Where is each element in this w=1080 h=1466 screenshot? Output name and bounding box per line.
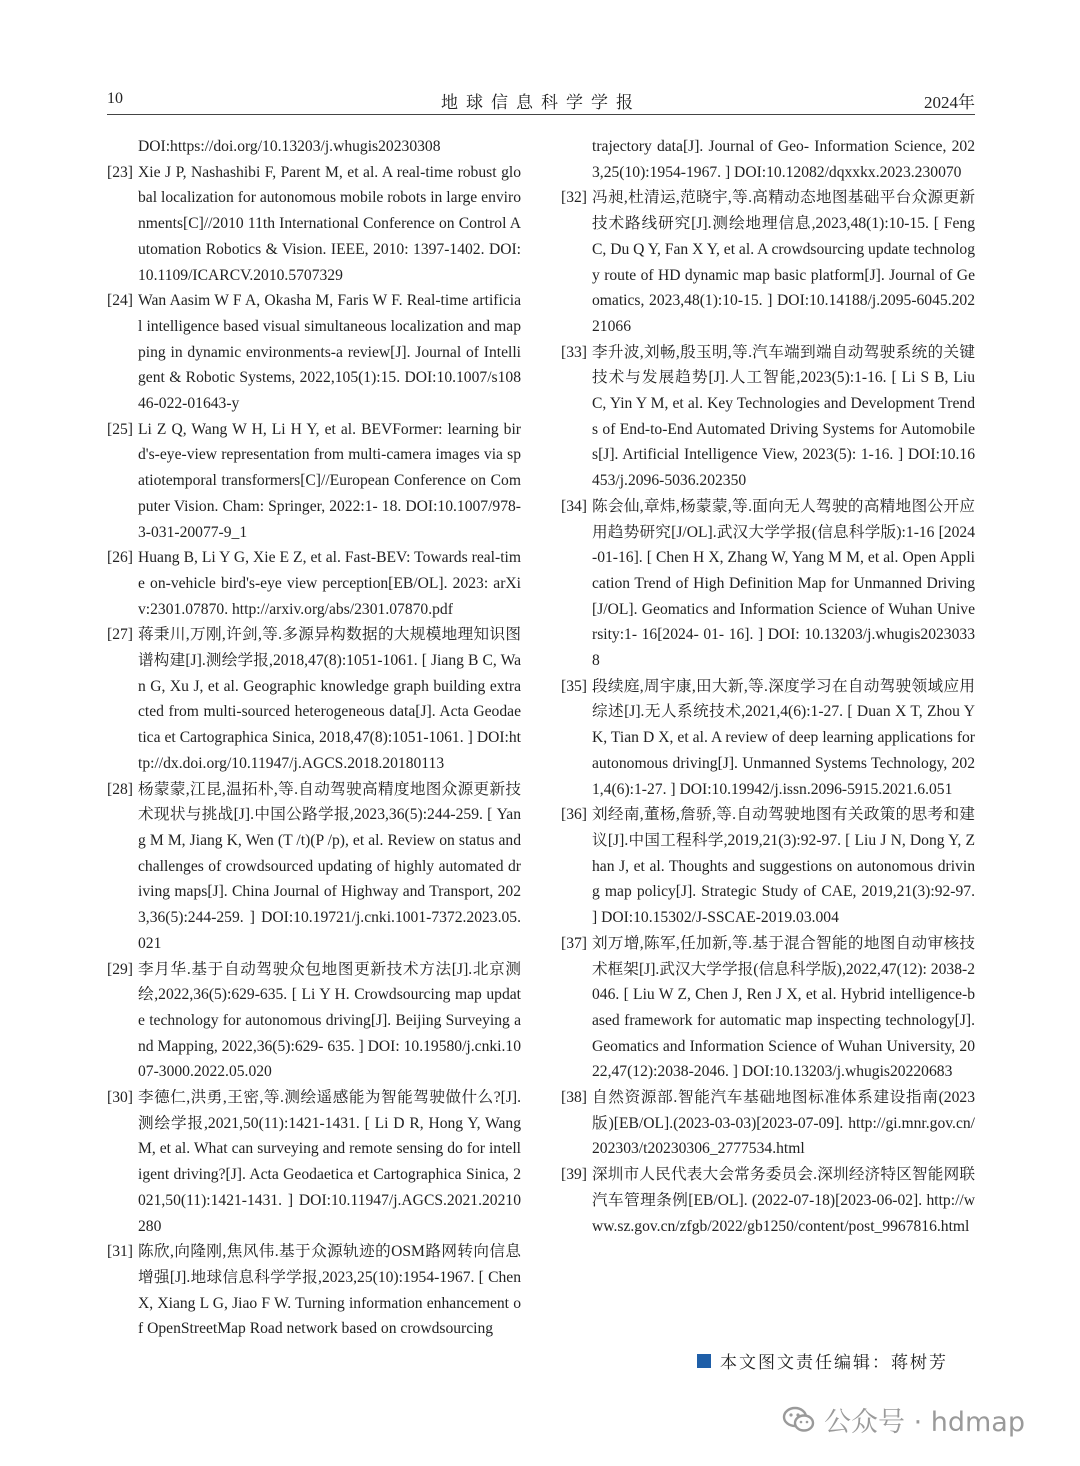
reference-item [107,622,521,776]
reference-item [107,957,521,1086]
wechat-icon [782,1406,816,1434]
reference-item [107,417,521,546]
reference-item [561,185,975,339]
reference-number: [24] [107,292,133,310]
reference-item [107,288,521,417]
reference-text: Li Z Q, Wang W H, Li H Y, et al. BEVFormer: learning bird's-eye-view representation from multi-camera images via spatiotemporal transformers[C]//European Conference on Computer Vision. Cham: Springer, 2022:1- 18. DOI:10.1007/978-3-031-20077-9_1 [138,420,521,541]
reference-number: [32] [561,189,587,207]
reference-item [561,1162,975,1239]
reference-number: [38] [561,1089,587,1107]
reference-text: 自然资源部.智能汽车基础地图标准体系建设指南(2023版)[EB/OL].(2023-03-03)[2023-07-09]. http://gi.mnr.gov.cn/202303/t20230306_2777534.html [592,1089,975,1158]
reference-text: Xie J P, Nashashibi F, Parent M, et al. A real-time robust global localization for autonomous mobile robots in large environments[C]//2010 11th International Conference on Control Automation Robotics & Vision. IEEE, 2010: 1397-1402. DOI:10.1109/ICARCV.2010.5707329 [138,163,521,284]
reference-number: [29] [107,960,133,978]
watermark [782,1400,1025,1439]
reference-number: [35] [561,677,587,695]
reference-number: [23] [107,163,133,181]
reference-continuation [107,134,521,160]
right-column [561,134,975,1239]
reference-item [561,340,975,494]
reference-number: [30] [107,1089,133,1107]
reference-text: 陈会仙,章炜,杨蒙蒙,等.面向无人驾驶的高精地图公开应用趋势研究[J/OL].武汉大学学报(信息科学版):1-16 [2024-01-16]. [ Chen H X, Zhang W, Yang M M, et al. Open Application Trend of High Definition Map for Unmanned Driving[J/OL]. Geomatics and Information Science of Wuhan University:1- 16[2024- 01- 16]. ] DOI: 10.13203/j.whugis20230338 [592,497,975,670]
reference-item [561,931,975,1085]
reference-text: 刘经南,董杨,詹骄,等.自动驾驶地图有关政策的思考和建议[J].中国工程科学,2019,21(3):92-97. [ Liu J N, Dong Y, Zhan J, et al. Thoughts and suggestions on autonomous driving map policy[J]. Strategic Study of CAE, 2019,21(3):92-97. ] DOI:10.15302/J-SSCAE-2019.03.004 [592,806,975,927]
reference-continuation [561,134,975,185]
reference-number: [26] [107,549,133,567]
reference-number: [37] [561,934,587,952]
left-column [107,134,521,1342]
reference-number: [39] [561,1166,587,1184]
reference-number: [28] [107,780,133,798]
page-number: 10 [107,90,123,107]
reference-text: 陈欣,向隆刚,焦风伟.基于众源轨迹的OSM路网转向信息增强[J].地球信息科学学报,2023,25(10):1954-1967. [ Chen X, Xiang L G, Jiao F W. Turning information enhancement of OpenStreetMap Road network based on crowdsourcing [138,1243,521,1338]
year: 2024年 [924,93,975,112]
reference-text: 李月华.基于自动驾驶众包地图更新技术方法[J].北京测绘,2022,36(5):629-635. [ Li Y H. Crowdsourcing map update technology for autonomous driving[J]. Beijing Surveying and Mapping, 2022,36(5):629- 635. ] DOI: 10.19580/j.cnki.1007-3000.2022.05.020 [138,960,521,1081]
reference-item [561,674,975,803]
reference-text: 段续庭,周宇康,田大新,等.深度学习在自动驾驶领域应用综述[J].无人系统技术,2021,4(6):1-27. [ Duan X T, Zhou Y K, Tian D X, et al. A review of deep learning applications for autonomous driving[J]. Unmanned Systems Technology, 2021,4(6):1-27. ] DOI:10.19942/j.issn.2096-5915.2021.6.051 [592,677,975,798]
reference-text: 冯昶,杜清运,范晓宇,等.高精动态地图基础平台众源更新技术路线研究[J].测绘地理信息,2023,48(1):10-15. [ Feng C, Du Q Y, Fan X Y, et al. A crowdsourcing update technology route of HD dynamic map basic platform[J]. Journal of Geomatics, 2023,48(1):10-15. ] DOI:10.14188/j.2095-6045.20221066 [592,189,975,335]
reference-number: [34] [561,497,587,515]
reference-item [107,777,521,957]
watermark-text: 公众号 · hdmap [824,1407,1025,1438]
reference-item [561,802,975,931]
reference-text: 蒋秉川,万刚,许剑,等.多源异构数据的大规模地理知识图谱构建[J].测绘学报,2018,47(8):1051-1061. [ Jiang B C, Wan G, Xu J, et al. Geographic knowledge graph building extracted from multi-sourced heterogeneous data[J]. Acta Geodaetica et Cartographica Sinica, 2018,47(8):1051-1061. ] DOI:http://dx.doi.org/10.11947/j.AGCS.2018.20180113 [138,626,521,772]
reference-item [561,494,975,674]
reference-item [107,160,521,289]
reference-number: [36] [561,806,587,824]
reference-text: trajectory data[J]. Journal of Geo- Information Science, 2023,25(10):1954-1967. ] DOI:10.12082/dqxxkx.2023.230070 [592,138,975,181]
reference-number: [33] [561,343,587,361]
reference-text: 深圳市人民代表大会常务委员会.深圳经济特区智能网联汽车管理条例[EB/OL]. (2022-07-18)[2023-06-02]. http://www.sz.gov.cn/zfgb/2022/gb1250/content/post_9967816.html [592,1166,975,1235]
reference-text: 刘万增,陈军,任加新,等.基于混合智能的地图自动审核技术框架[J].武汉大学学报(信息科学版),2022,47(12): 2038-2046. [ Liu W Z, Chen J, Ren J X, et al. Hybrid intelligence-based framework for automatic map inspecting technology[J]. Geomatics and Information Science of Wuhan University, 2022,47(12):2038-2046. ] DOI:10.13203/j.whugis20220683 [592,934,975,1081]
page-header [107,84,975,115]
reference-item [107,545,521,622]
reference-number: [27] [107,626,133,644]
reference-item [107,1085,521,1239]
reference-text: DOI:https://doi.org/10.13203/j.whugis20230308 [138,138,441,155]
reference-number: [25] [107,420,133,438]
editor-note [697,1348,948,1373]
reference-item [561,1085,975,1162]
journal-title: 地球信息科学学报 [441,93,641,112]
reference-text: 杨蒙蒙,江昆,温拓朴,等.自动驾驶高精度地图众源更新技术现状与挑战[J].中国公路学报,2023,36(5):244-259. [ Yang M M, Jiang K, Wen (T /t)(P /p), et al. Review on status and challenges of crowdsourced updating of highly automated driving maps[J]. China Journal of Highway and Transport, 2023,36(5):244-259. ] DOI:10.19721/j.cnki.1001-7372.2023.05.021 [138,780,521,952]
reference-item [107,1239,521,1342]
reference-number: [31] [107,1243,133,1261]
reference-text: 李德仁,洪勇,王密,等.测绘遥感能为智能驾驶做什么?[J].测绘学报,2021,50(11):1421-1431. [ Li D R, Hong Y, Wang M, et al. What can surveying and remote sensing do for intelligent driving?[J]. Acta Geodaetica et Cartographica Sinica, 2021,50(11):1421-1431. ] DOI:10.11947/j.AGCS.2021.20210280 [138,1089,521,1235]
reference-text: Huang B, Li Y G, Xie E Z, et al. Fast-BEV: Towards real-time on-vehicle bird's-eye view perception[EB/OL]. 2023: arXiv:2301.07870. http://arxiv.org/abs/2301.07870.pdf [138,549,521,618]
reference-text: Wan Aasim W F A, Okasha M, Faris W F. Real-time artificial intelligence based visual simultaneous localization and mapping in dynamic environments-a review[J]. Journal of Intelligent & Robotic Systems, 2022,105(1):15. DOI:10.1007/s10846-022-01643-y [138,292,521,413]
reference-text: 李升波,刘畅,殷玉明,等.汽车端到端自动驾驶系统的关键技术与发展趋势[J].人工智能,2023(5):1-16. [ Li S B, Liu C, Yin Y M, et al. Key Technologies and Development Trends of End-to-End Automated Driving Systems for Automobiles[J]. Artificial Intelligence View, 2023(5): 1-16. ] DOI:10.16453/j.2096-5036.202350 [592,343,975,490]
editor-note-text: 本文图文责任编辑：蒋树芳 [720,1353,948,1373]
square-bullet-icon [697,1354,711,1368]
